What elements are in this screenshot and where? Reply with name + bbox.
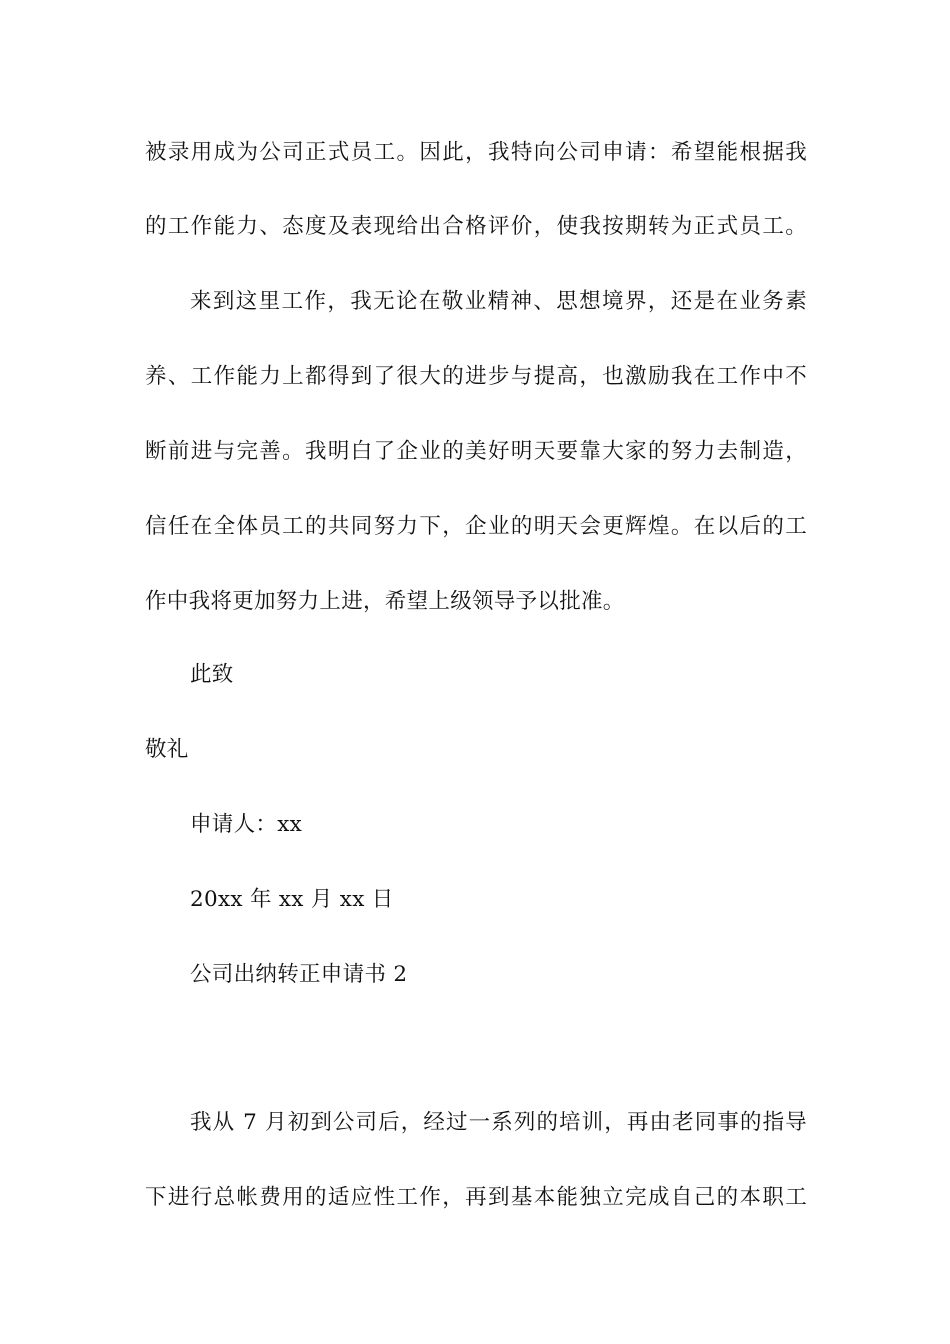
text-line: 的工作能力、态度及表现给出合格评价，使我按期转为正式员工。 [145, 214, 807, 239]
section-heading: 公司出纳转正申请书 2 [190, 962, 408, 987]
text-line: 信任在全体员工的共同努力下，企业的明天会更辉煌。在以后的工 [145, 514, 807, 539]
applicant-name: 申请人：xx [190, 812, 303, 837]
text-line: 断前进与完善。我明白了企业的美好明天要靠大家的努力去制造， [145, 439, 807, 464]
salutation: 敬礼 [145, 737, 189, 762]
paragraph-start-line: 我从 7 月初到公司后，经过一系列的培训，再由老同事的指导 [190, 1110, 807, 1135]
text-line: 作中我将更加努力上进，希望上级领导予以批准。 [145, 589, 625, 614]
application-date: 20xx 年 xx 月 xx 日 [190, 887, 394, 912]
text-line: 被录用成为公司正式员工。因此，我特向公司申请：希望能根据我 [145, 140, 807, 165]
text-line: 养、工作能力上都得到了很大的进步与提高，也激励我在工作中不 [145, 364, 807, 389]
closing-phrase: 此致 [190, 662, 234, 687]
text-line: 下进行总帐费用的适应性工作，再到基本能独立完成自己的本职工 [145, 1185, 807, 1210]
paragraph-start-line: 来到这里工作，我无论在敬业精神、思想境界，还是在业务素 [190, 289, 807, 314]
